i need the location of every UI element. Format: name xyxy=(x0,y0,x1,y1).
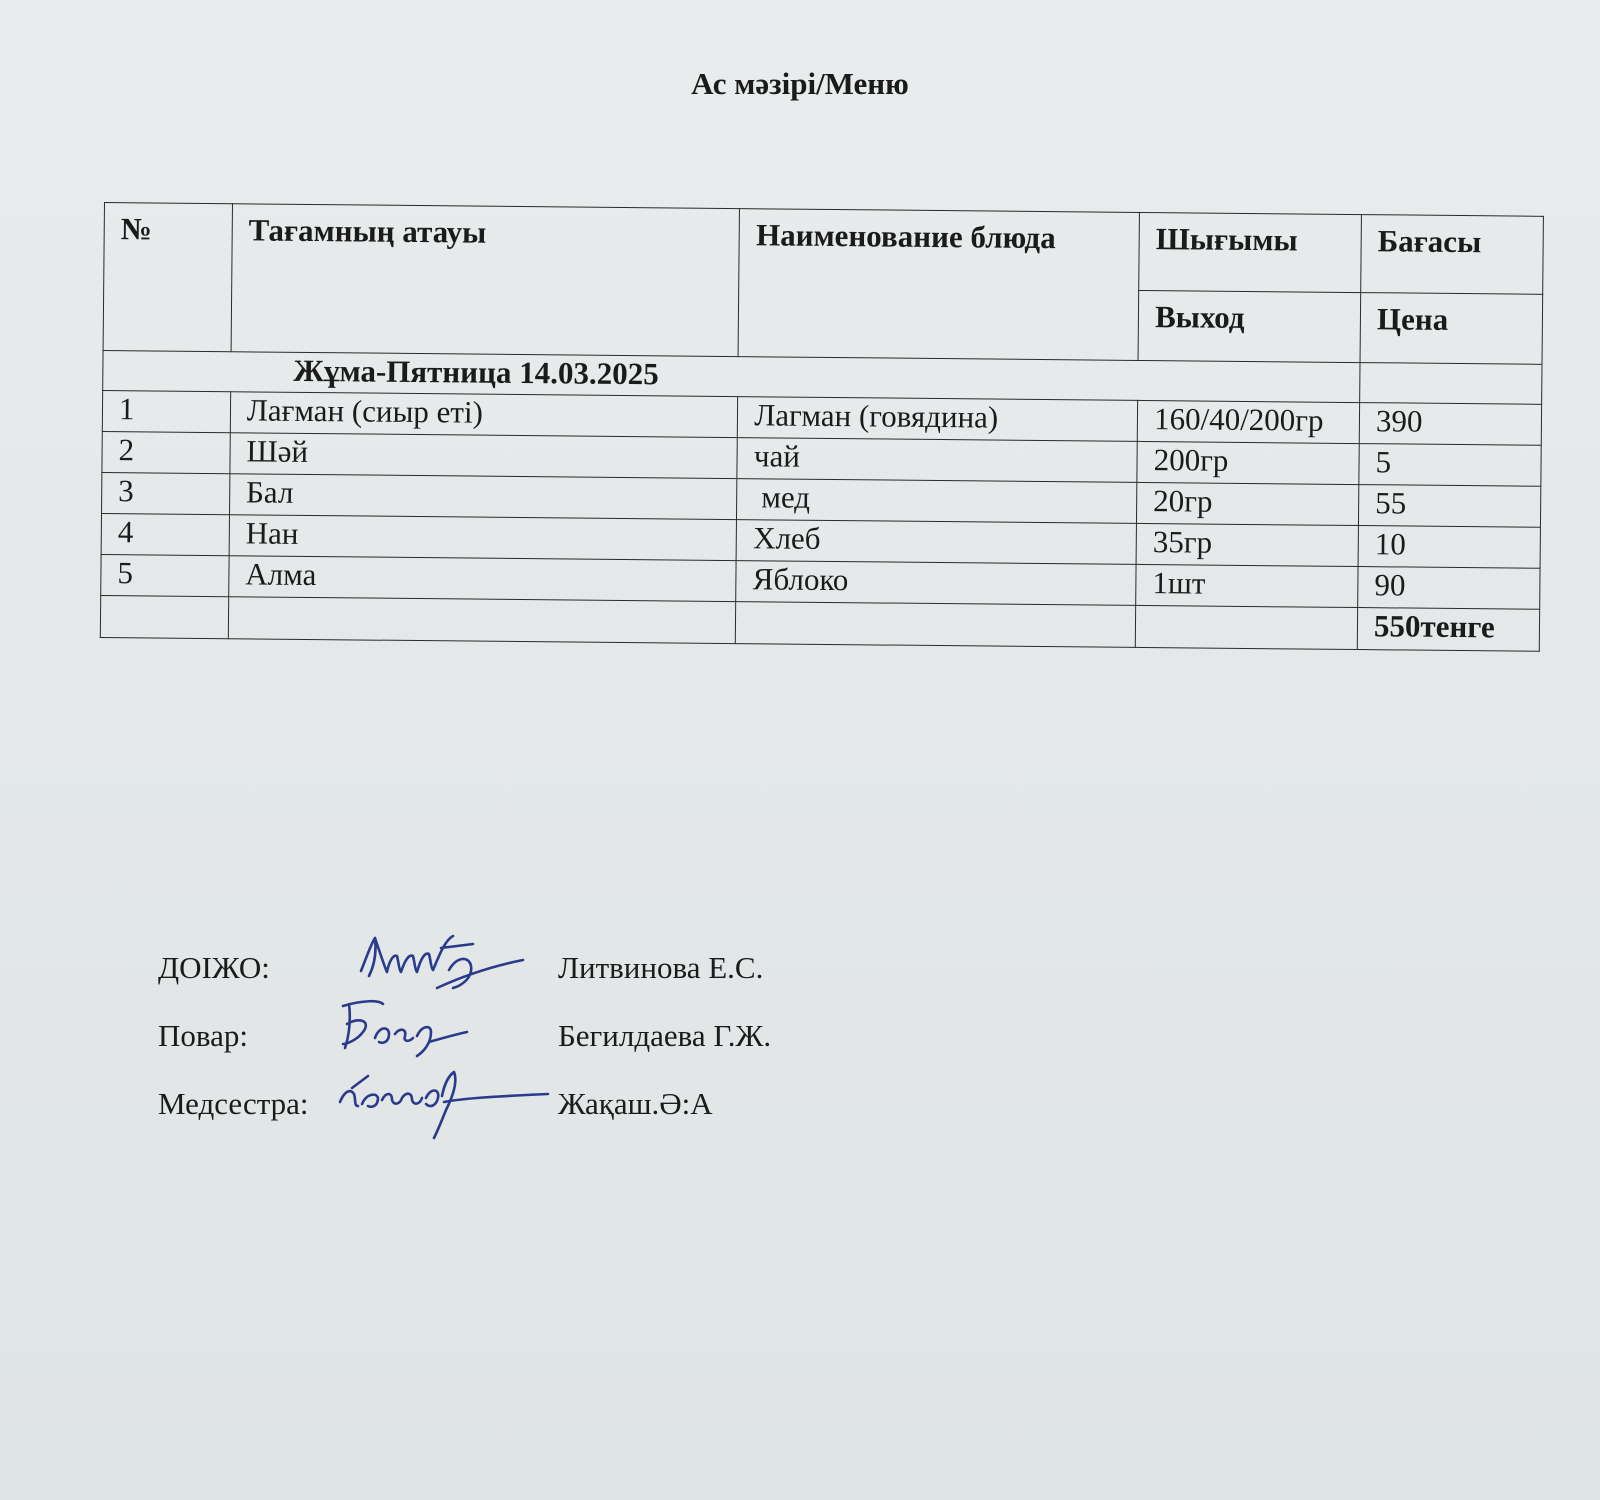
signature-row xyxy=(158,1086,958,1154)
row-number: 4 xyxy=(101,513,229,555)
row-name-ru: Яблоко xyxy=(736,561,1136,606)
total-empty-cell xyxy=(100,595,228,638)
row-name-ru: Лагман (говядина) xyxy=(738,397,1138,442)
signature-role: ДОІЖО: xyxy=(158,950,270,985)
header-number: № xyxy=(103,203,232,352)
signature-row xyxy=(158,1018,958,1086)
menu-table xyxy=(100,202,1544,652)
handwritten-signature xyxy=(334,1058,554,1144)
total-empty-cell xyxy=(1135,605,1357,649)
signature-name: Бегилдаева Г.Ж. xyxy=(558,1018,772,1053)
row-number: 5 xyxy=(101,554,229,596)
signature-name: Жақаш.Ә:А xyxy=(558,1086,713,1121)
header-yield-kz: Шығымы xyxy=(1139,212,1362,292)
row-name-ru: мед xyxy=(737,479,1137,524)
handwritten-signature xyxy=(333,992,473,1068)
table-header-row xyxy=(104,203,1544,295)
row-name-kz: Шәй xyxy=(230,433,738,479)
row-yield: 20гр xyxy=(1137,482,1359,525)
signature-name: Литвинова Е.С. xyxy=(558,950,764,985)
day-empty-cell xyxy=(1360,363,1542,405)
row-name-ru: Хлеб xyxy=(736,520,1136,565)
document-title: Ас мәзірі/Меню xyxy=(691,66,909,101)
row-yield: 35гр xyxy=(1136,523,1358,566)
row-name-kz: Нан xyxy=(229,515,737,561)
row-yield: 160/40/200гр xyxy=(1137,400,1359,443)
signature-role: Повар: xyxy=(158,1018,248,1053)
row-name-kz: Лағман (сиыр еті) xyxy=(230,392,738,438)
row-number: 2 xyxy=(102,431,230,473)
header-price-kz: Бағасы xyxy=(1361,215,1544,295)
row-yield: 1шт xyxy=(1136,564,1358,607)
total-price: 550тенге xyxy=(1357,608,1539,652)
row-price: 5 xyxy=(1359,444,1541,487)
header-name-ru: Наименование блюда xyxy=(738,209,1139,361)
row-name-kz: Алма xyxy=(229,556,737,602)
row-price: 10 xyxy=(1358,526,1540,569)
row-yield: 200гр xyxy=(1137,441,1359,484)
signature-block xyxy=(158,950,958,1154)
day-label: Жұма-Пятница 14.03.2025 xyxy=(103,350,1360,402)
total-empty-cell xyxy=(228,597,736,644)
row-price: 55 xyxy=(1358,485,1540,528)
signature-role: Медсестра: xyxy=(158,1086,309,1121)
row-name-ru: чай xyxy=(737,438,1137,483)
total-empty-cell xyxy=(736,602,1136,648)
header-price-ru: Цена xyxy=(1360,293,1543,365)
row-number: 3 xyxy=(102,472,230,514)
row-name-kz: Бал xyxy=(229,474,737,520)
signature-row xyxy=(158,950,958,1018)
row-number: 1 xyxy=(102,390,230,432)
header-yield-ru: Выход xyxy=(1138,290,1361,362)
header-name-kz: Тағамның атауы xyxy=(231,204,740,357)
row-price: 90 xyxy=(1358,567,1540,610)
row-price: 390 xyxy=(1359,403,1541,446)
